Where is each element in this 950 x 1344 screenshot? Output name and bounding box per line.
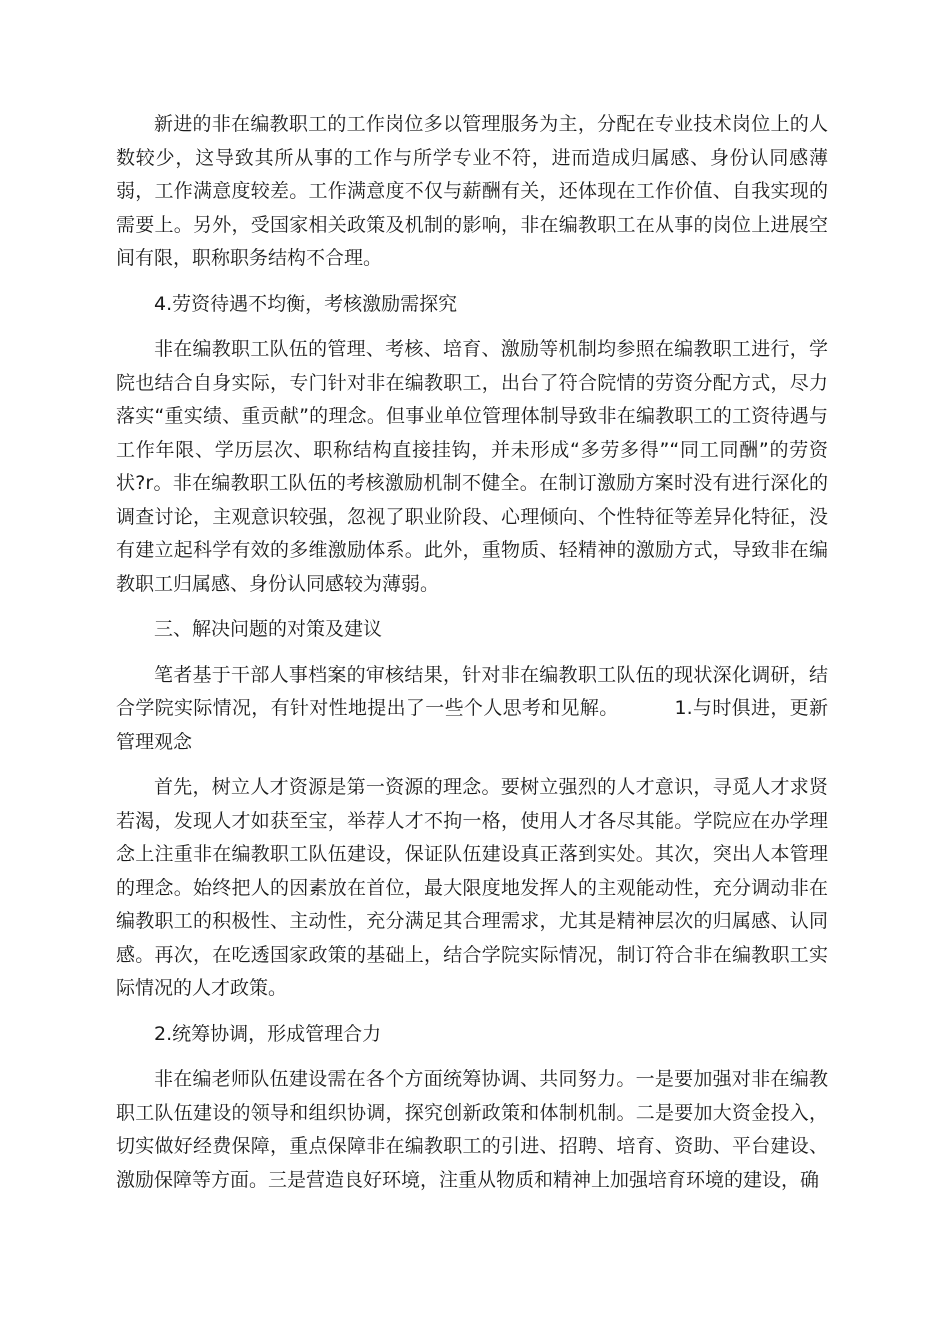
heading-labor-pay: 4.劳资待遇不均衡，考核激励需探究: [154, 292, 458, 315]
document-page: [116, 108, 828, 1197]
paragraph-coordination: 非在编老师队伍建设需在各个方面统筹协调、共同努力。一是要加强对非在编教职工队伍建设的领导和组织协调，探究创新政策和体制机制。二是要加大资金投入，切实做好经费保障，重点保障非在编教职工的引进、招聘、培育、资助、平台建设、激励保障等方面。三是营造良好环境，注重从物质和精神上加强培育环境的建设，确: [116, 1068, 828, 1191]
heading-coordination: 2.统筹协调，形成管理合力: [154, 1022, 382, 1045]
paragraph-job-satisfaction: 新进的非在编教职工的工作岗位多以管理服务为主，分配在专业技术岗位上的人数较少，这导致其所从事的工作与所学专业不符，进而造成归属感、身份认同感薄弱，工作满意度较差。工作满意度不仅与薪酬有关，还体现在工作价值、自我实现的需要上。另外，受国家相关政策及机制的影响，非在编教职工在从事的岗位上进展空间有限，职称职务结构不合理。: [116, 113, 828, 269]
paragraph-author-basis-text: 笔者基于干部人事档案的审核结果，针对非在编教职工队伍的现状深化调研，结合学院实际情况，有针对性地提出了一些个人思考和见解。: [116, 663, 828, 719]
subheading-update-concept: 1.与时俱进，更新管理观念: [116, 697, 828, 753]
paragraph-talent-concept: 首先，树立人才资源是第一资源的理念。要树立强烈的人才意识，寻觅人才求贤若渴，发现人才如获至宝，举荐人才不拘一格，使用人才各尽其能。学院应在办学理念上注重非在编教职工队伍建设，保证队伍建设真正落到实处。其次，突出人本管理的理念。始终把人的因素放在首位，最大限度地发挥人的主观能动性，充分调动非在编教职工的积极性、主动性，充分满足其合理需求，尤其是精神层次的归属感、认同感。再次，在吃透国家政策的基础上，结合学院实际情况，制订符合非在编教职工实际情况的人才政策。: [116, 776, 828, 999]
heading-solutions: 三、解决问题的对策及建议: [154, 618, 383, 640]
paragraph-author-basis: [116, 659, 828, 760]
paragraph-labor-pay: 非在编教职工队伍的管理、考核、培育、激励等机制均参照在编教职工进行，学院也结合自身实际，专门针对非在编教职工，出台了符合院情的劳资分配方式，尽力落实“重实绩、重贡献”的理念。但事业单位管理体制导致非在编教职工的工资待遇与工作年限、学历层次、职称结构直接挂钩，并未形成“多劳多得”“同工同酬”的劳资状?r。非在编教职工队伍的考核激励机制不健全。在制订激励方案时没有进行深化的调查讨论，主观意识较强，忽视了职业阶段、心理倾向、个性特征等差异化特征，没有建立起科学有效的多维激励体系。此外，重物质、轻精神的激励方式，导致非在编教职工归属感、身份认同感较为薄弱。: [116, 338, 828, 595]
